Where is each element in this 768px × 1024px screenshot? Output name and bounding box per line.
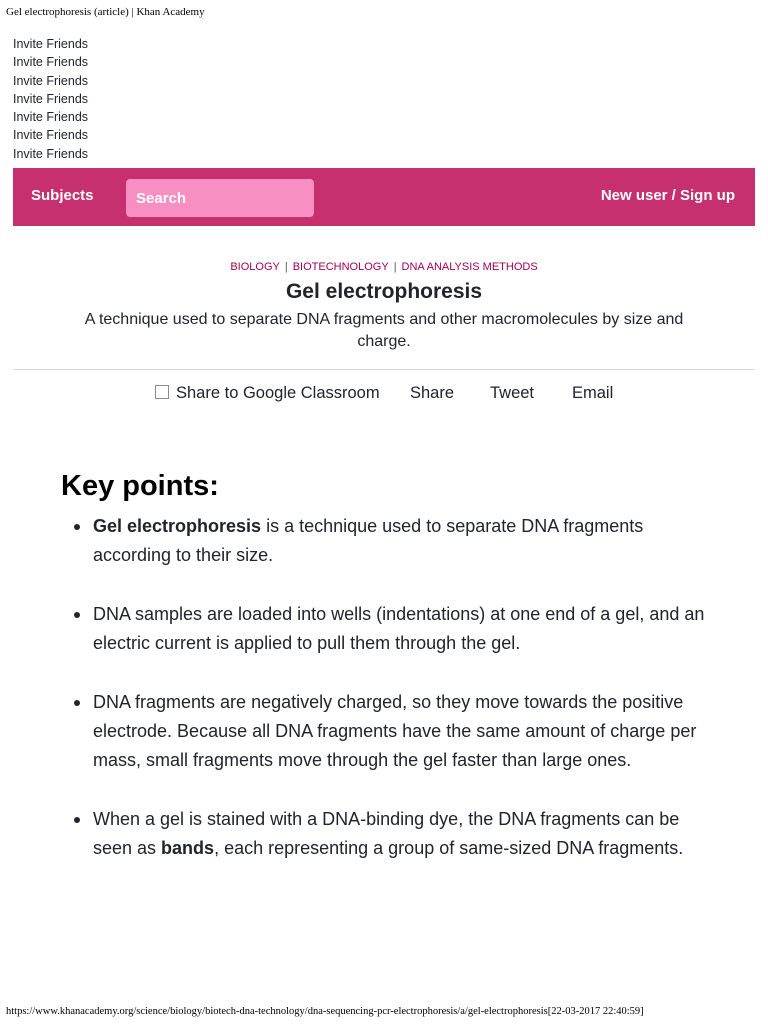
invite-friends-link[interactable]: Invite Friends xyxy=(13,146,89,161)
key-point-bold-term: Gel electrophoresis xyxy=(93,516,262,536)
invite-friends-link[interactable]: Invite Friends xyxy=(13,37,89,51)
invite-friends-link[interactable]: Invite Friends xyxy=(13,55,89,70)
key-point-item xyxy=(93,600,718,658)
invite-friends-link[interactable]: Invite Friends xyxy=(13,91,89,106)
key-point-bold-term: bands xyxy=(161,838,215,858)
document-title: Gel electrophoresis (article) | Khan Academy xyxy=(6,6,205,18)
key-point-text: When a gel is stained with a DNA-binding dye, the DNA fragments can be seen as xyxy=(93,809,680,858)
key-point-text: DNA fragments are negatively charged, so they move towards the positive electrode. Because all DNA fragments have the same amount of charge per mass, small fragments move through the gel faster than large ones. xyxy=(93,692,697,770)
breadcrumb-link-biology[interactable]: BIOLOGY xyxy=(230,261,280,273)
key-point-text: , each representing a group of same-sized DNA fragments. xyxy=(214,838,684,858)
invite-friends-list xyxy=(13,35,88,163)
invite-friends-link[interactable]: Invite Friends xyxy=(13,73,89,88)
breadcrumb-link-dna-analysis-methods[interactable]: DNA ANALYSIS METHODS xyxy=(401,261,538,273)
key-point-item xyxy=(93,805,718,863)
key-point-text: is a technique used to separate DNA fragments according to their size. xyxy=(93,516,644,565)
breadcrumb xyxy=(0,261,768,273)
tweet-button[interactable]: Tweet xyxy=(490,384,535,402)
article-subtitle: A technique used to separate DNA fragments and other macromolecules by size and charge. xyxy=(84,311,684,350)
key-point-item xyxy=(93,688,718,775)
breadcrumb-link-biotechnology[interactable]: BIOTECHNOLOGY xyxy=(292,261,389,273)
divider xyxy=(13,369,755,370)
key-points-list xyxy=(93,512,718,893)
signup-link[interactable]: New user / Sign up xyxy=(600,187,735,204)
email-button[interactable]: Email xyxy=(572,384,614,402)
share-google-classroom-label: Share to Google Classroom xyxy=(176,384,380,402)
page-title: Gel electrophoresis xyxy=(285,280,483,303)
invite-friends-link[interactable]: Invite Friends xyxy=(13,128,89,143)
top-navigation-bar xyxy=(13,168,755,226)
share-button[interactable]: Share xyxy=(410,384,455,402)
share-google-classroom-button[interactable] xyxy=(155,384,380,403)
search-input[interactable] xyxy=(126,179,314,217)
invite-friends-link[interactable]: Invite Friends xyxy=(13,110,89,125)
subjects-menu-button[interactable]: Subjects xyxy=(31,187,94,204)
key-point-item xyxy=(93,512,718,570)
breadcrumb-separator: | xyxy=(284,261,288,273)
key-points-heading: Key points: xyxy=(61,470,219,502)
checkbox-icon xyxy=(155,385,169,399)
key-point-text: DNA samples are loaded into wells (indentations) at one end of a gel, and an electric current is applied to pull them through the gel. xyxy=(93,604,705,653)
footer-url: https://www.khanacademy.org/science/biology/biotech-dna-technology/dna-sequencing-pcr-electrophoresis/a/gel-electrophoresis[22-03-2017 22:40:59] xyxy=(6,1006,644,1017)
breadcrumb-separator: | xyxy=(393,261,397,273)
